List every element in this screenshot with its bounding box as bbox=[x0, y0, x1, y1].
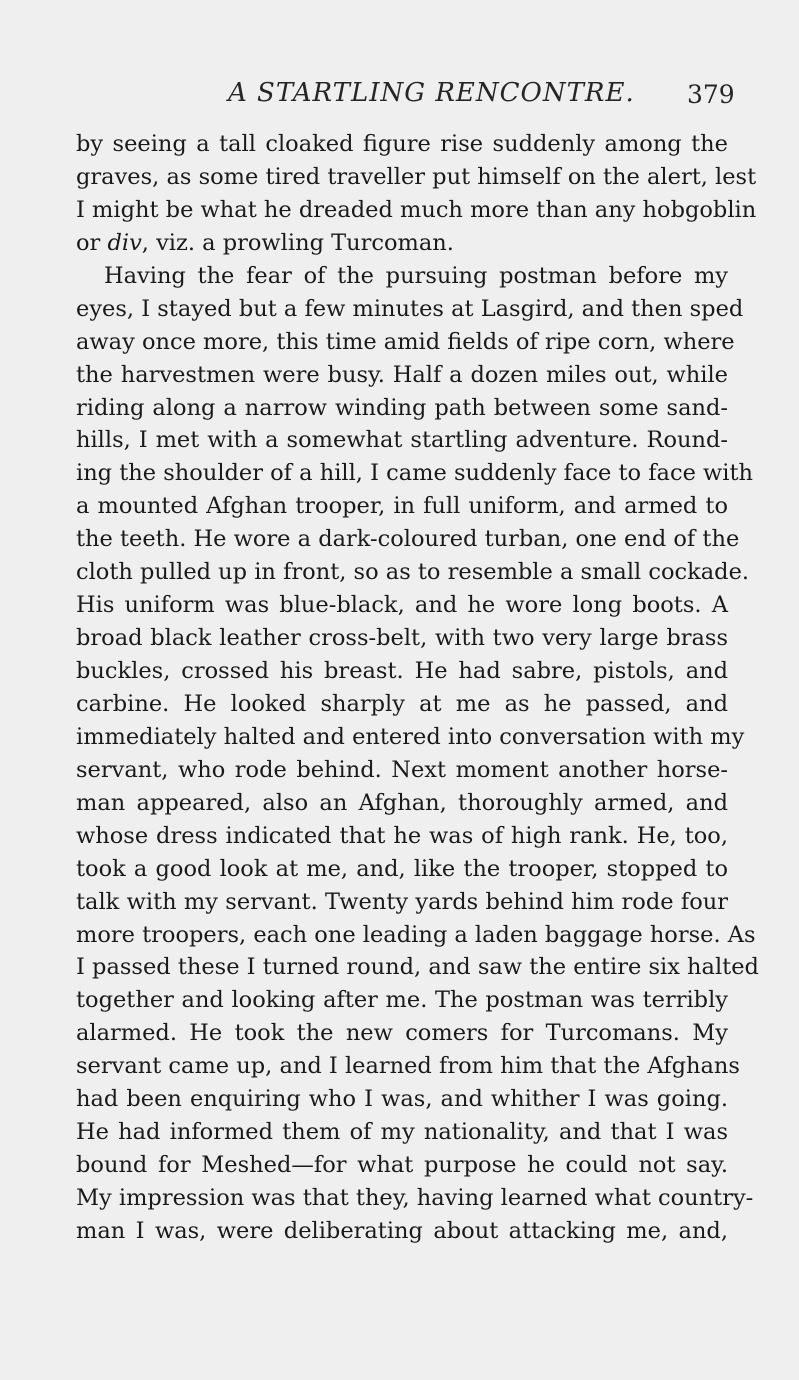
text-run: or bbox=[76, 229, 108, 256]
running-title: A STARTLING RENCONTRE. bbox=[228, 78, 635, 108]
text-line: My impression was that they, having learned what country- bbox=[76, 1185, 754, 1211]
text-line: whose dress indicated that he was of high rank. He, too, bbox=[76, 822, 728, 849]
body-text bbox=[76, 128, 759, 1248]
text-line: together and looking after me. The postman was terribly bbox=[76, 987, 728, 1014]
italic-word: div bbox=[107, 229, 142, 256]
text-line: He had informed them of my nationality, and that I was bbox=[76, 1119, 728, 1146]
text-line: the teeth. He wore a dark-coloured turban, one end of the bbox=[76, 526, 740, 553]
text-line: broad black leather cross-belt, with two very large brass bbox=[76, 625, 728, 652]
text-line: more troopers, each one leading a laden baggage horse. As bbox=[76, 921, 756, 948]
text-line: had been enquiring who I was, and whither I was going. bbox=[76, 1086, 728, 1113]
text-line: servant came up, and I learned from him that the Afghans bbox=[76, 1053, 740, 1080]
text-line: talk with my servant. Twenty yards behind him rode four bbox=[76, 888, 728, 915]
text-line: cloth pulled up in front, so as to resemble a small cockade. bbox=[76, 559, 750, 586]
text-line: I might be what he dreaded much more than any hobgoblin bbox=[76, 196, 757, 223]
text-line: man appeared, also an Afghan, thoroughly armed, and bbox=[76, 789, 728, 816]
text-line: bound for Meshed—for what purpose he could not say. bbox=[76, 1152, 728, 1179]
page-number: 379 bbox=[687, 80, 735, 109]
text-line: a mounted Afghan trooper, in full uniform, and armed to bbox=[76, 493, 728, 520]
text-line: I passed these I turned round, and saw the entire six halted bbox=[76, 954, 759, 981]
text-run: , viz. a prowling Turcoman. bbox=[141, 229, 454, 256]
text-line: eyes, I stayed but a few minutes at Lasgird, and then sped bbox=[76, 295, 744, 322]
text-line: hills, I met with a somewhat startling adventure. Round- bbox=[76, 427, 728, 454]
page-header bbox=[0, 78, 799, 118]
text-line: the harvestmen were busy. Half a dozen miles out, while bbox=[76, 361, 728, 388]
text-line: His uniform was blue-black, and he wore long boots. A bbox=[76, 592, 728, 619]
text-line: by seeing a tall cloaked figure rise suddenly among the bbox=[76, 131, 728, 157]
text-line: alarmed. He took the new comers for Turcomans. My bbox=[76, 1020, 728, 1047]
text-line: carbine. He looked sharply at me as he passed, and bbox=[76, 690, 728, 717]
text-line: away once more, this time amid fields of ripe corn, where bbox=[76, 328, 735, 355]
text-line: man I was, were deliberating about attacking me, and, bbox=[76, 1217, 728, 1244]
text-line: Having the fear of the pursuing postman before my bbox=[104, 262, 728, 289]
text-line: servant, who rode behind. Next moment another horse- bbox=[76, 756, 728, 783]
text-line: graves, as some tired traveller put himself on the alert, lest bbox=[76, 163, 757, 190]
text-line: ing the shoulder of a hill, I came suddenly face to face with bbox=[76, 460, 754, 487]
text-line: immediately halted and entered into conversation with my bbox=[76, 723, 745, 750]
text-line bbox=[76, 227, 728, 260]
text-line: riding along a narrow winding path between some sand- bbox=[76, 394, 728, 421]
text-line: buckles, crossed his breast. He had sabre, pistols, and bbox=[76, 658, 728, 684]
text-line: took a good look at me, and, like the trooper, stopped to bbox=[76, 855, 728, 882]
